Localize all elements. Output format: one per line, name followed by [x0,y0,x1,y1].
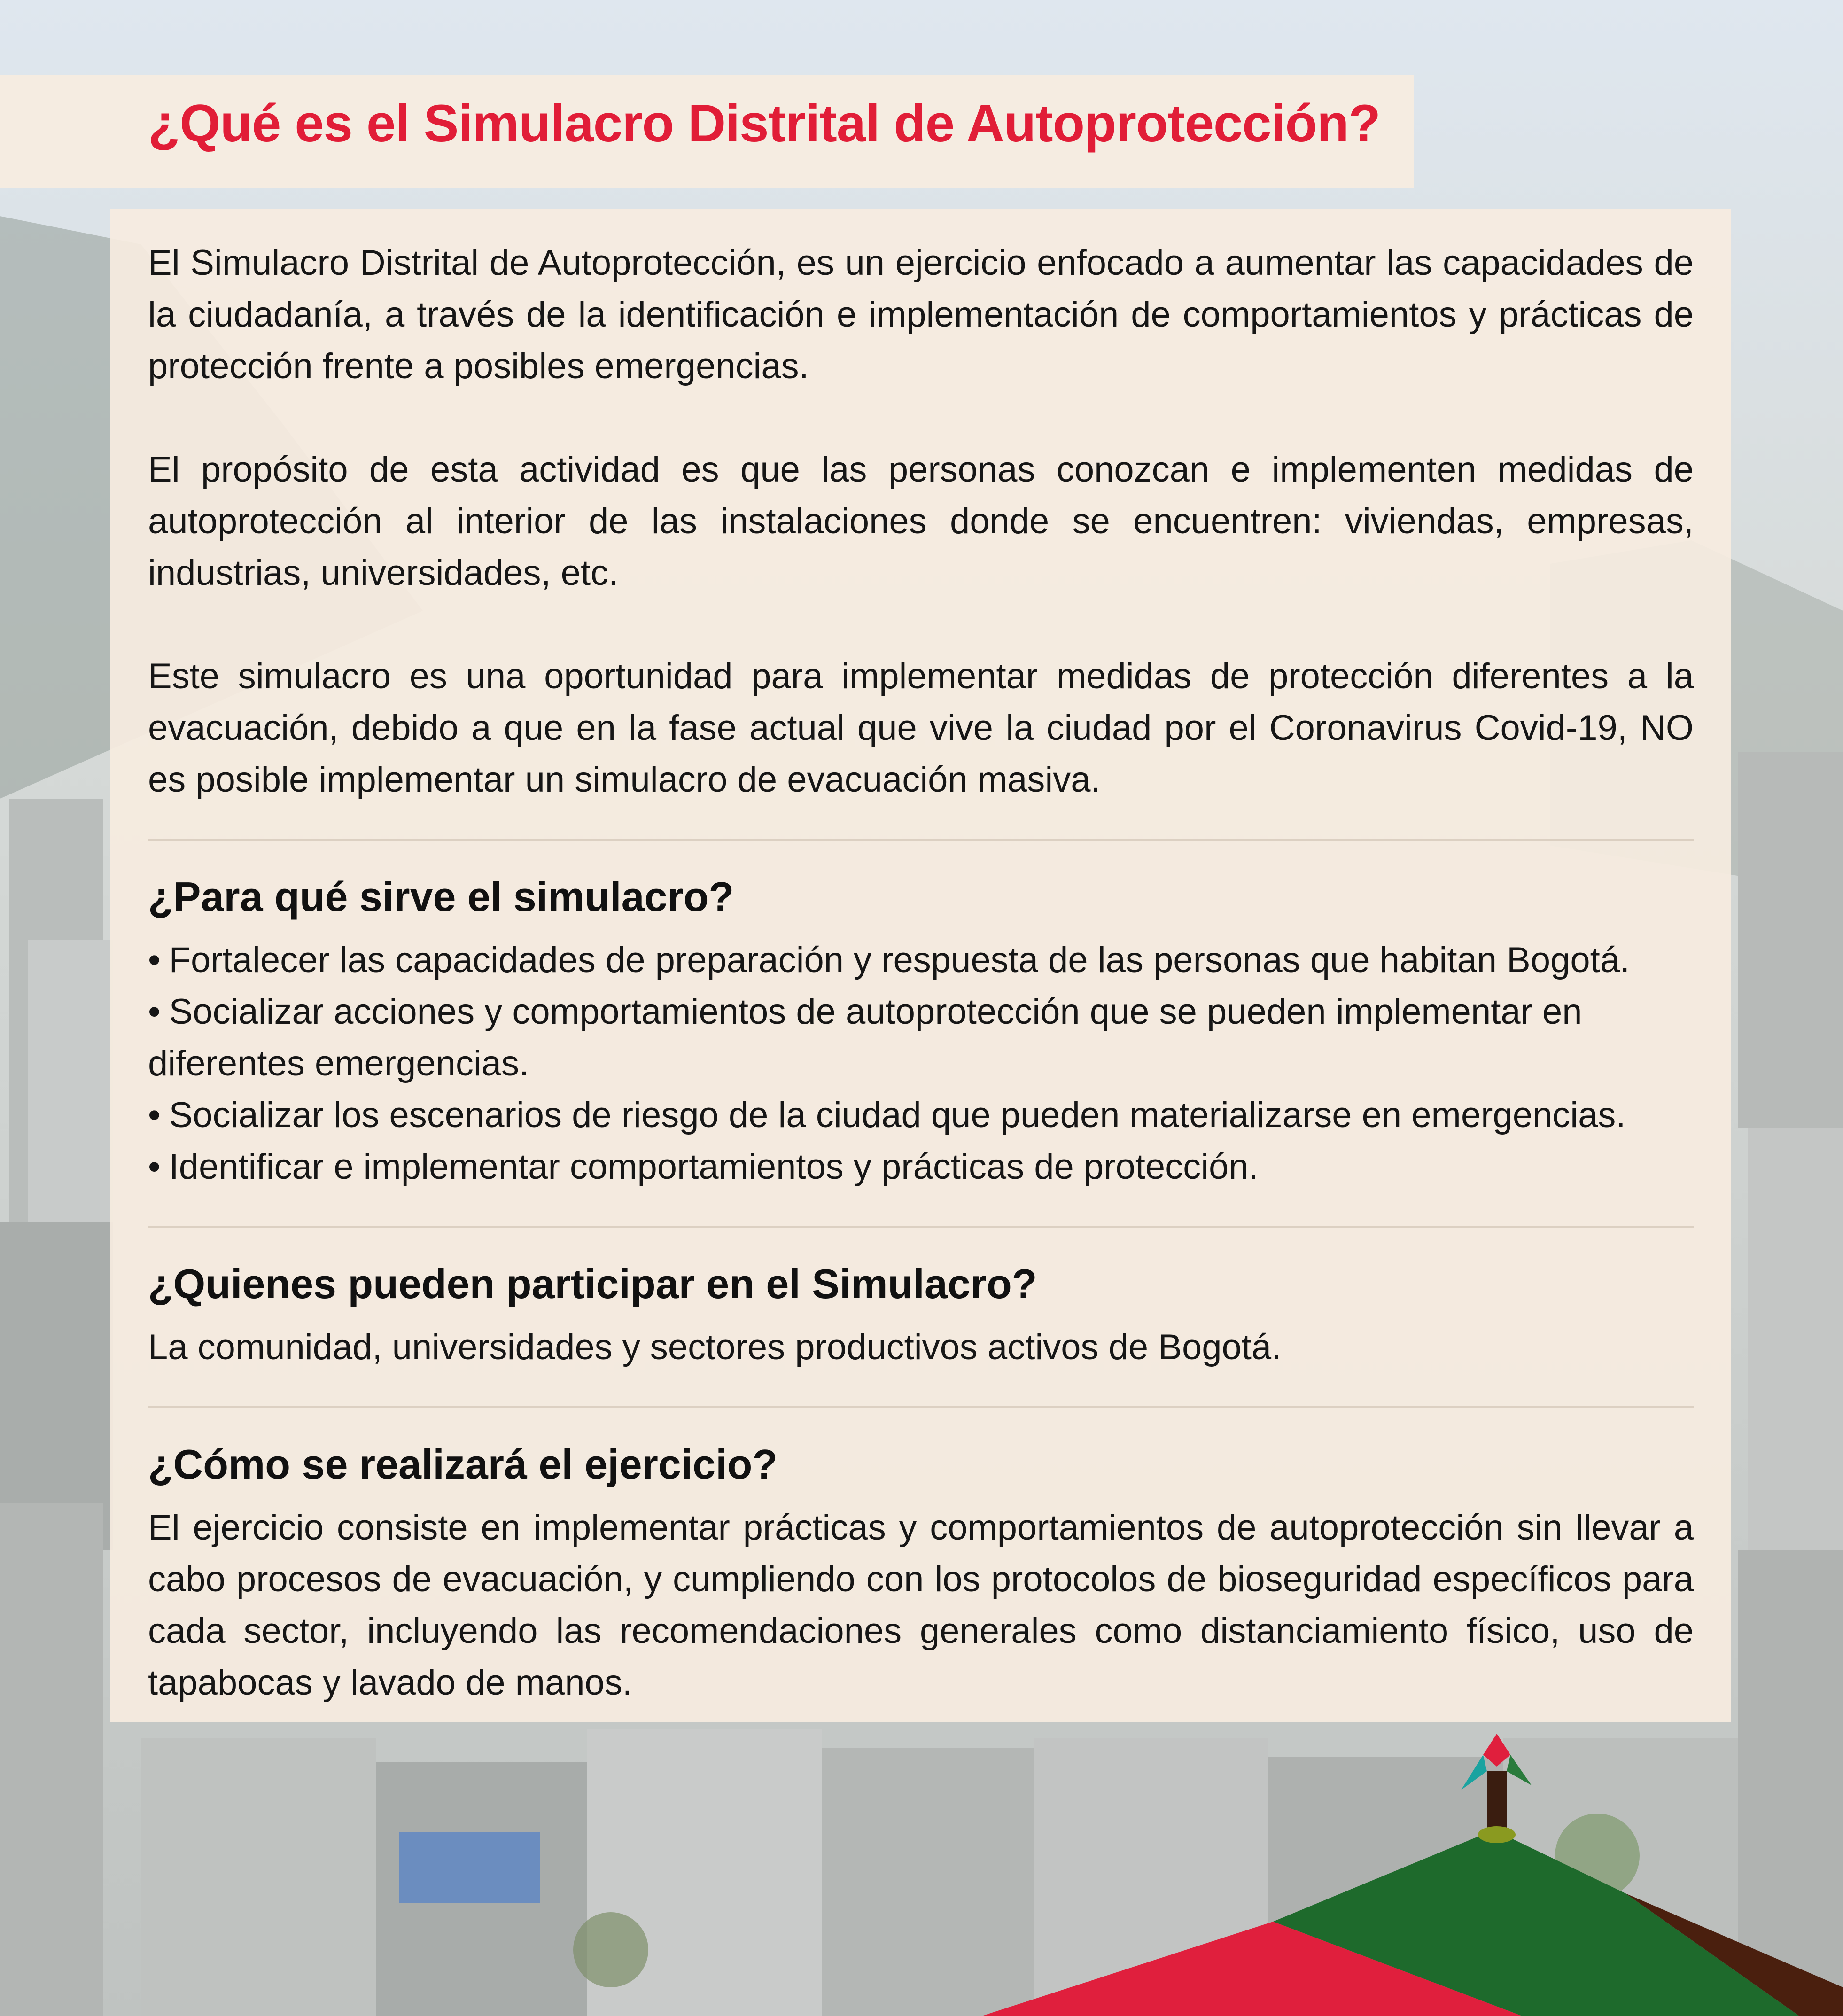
list-item [148,1141,1694,1193]
content-panel [110,209,1731,1722]
list-item-text: Socializar acciones y comportamientos de autoprotección que se pueden implementar en diferentes emergencias. [148,992,1582,1083]
participants-heading: ¿Quienes pueden participar en el Simulacro? [148,1261,1037,1307]
list-item-text: Socializar los escenarios de riesgo de la ciudad que pueden materializarse en emergencias. [169,1095,1626,1135]
page-title: ¿Qué es el Simulacro Distrital de Autoprotección? [148,94,1380,153]
title-banner [0,75,1414,188]
intro-paragraph-2: El propósito de esta actividad es que las personas conozcan e implementen medidas de autoprotección al interior de las instalaciones donde se encuentren: viviendas, empresas, industrias, universidades, etc. [148,450,1694,593]
purpose-heading: ¿Para qué sirve el simulacro? [148,873,734,920]
section-divider [148,839,1694,841]
section-divider [148,1226,1694,1228]
how-heading: ¿Cómo se realizará el ejercicio? [148,1441,778,1487]
bullet-icon: • [148,1095,161,1135]
list-item [148,1090,1694,1141]
bullet-icon: • [148,992,161,1032]
list-item [148,934,1694,986]
list-item [148,986,1694,1090]
bullet-icon: • [148,940,161,980]
intro-paragraph-3: Este simulacro es una oportunidad para implementar medidas de protección diferentes a la evacuación, debido a que en la fase actual que vive la ciudad por el Coronavirus Covid-19, NO es posible implementar un simulacro de evacuación masiva. [148,656,1694,800]
list-item-text: Identificar e implementar comportamientos y prácticas de protección. [169,1147,1259,1187]
participants-text: La comunidad, universidades y sectores productivos activos de Bogotá. [148,1327,1282,1367]
bullet-icon: • [148,1147,161,1187]
how-text: El ejercicio consiste en implementar prácticas y comportamientos de autoprotección sin llevar a cabo procesos de evacuación, y cumpliendo con los protocolos de bioseguridad específicos para cada sector, incluyendo las recomendaciones generales como distanciamiento físico, uso de tapabocas y lavado de manos. [148,1508,1694,1703]
purpose-list [148,934,1694,1193]
content-body [148,237,1694,1709]
intro-paragraph-1: El Simulacro Distrital de Autoprotección, es un ejercicio enfocado a aumentar las capacidades de la ciudadanía, a través de la identificación e implementación de comportamientos y prácticas de protección frente a posibles emergencias. [148,243,1694,386]
list-item-text: Fortalecer las capacidades de preparación y respuesta de las personas que habitan Bogotá. [169,940,1630,980]
section-divider [148,1406,1694,1408]
